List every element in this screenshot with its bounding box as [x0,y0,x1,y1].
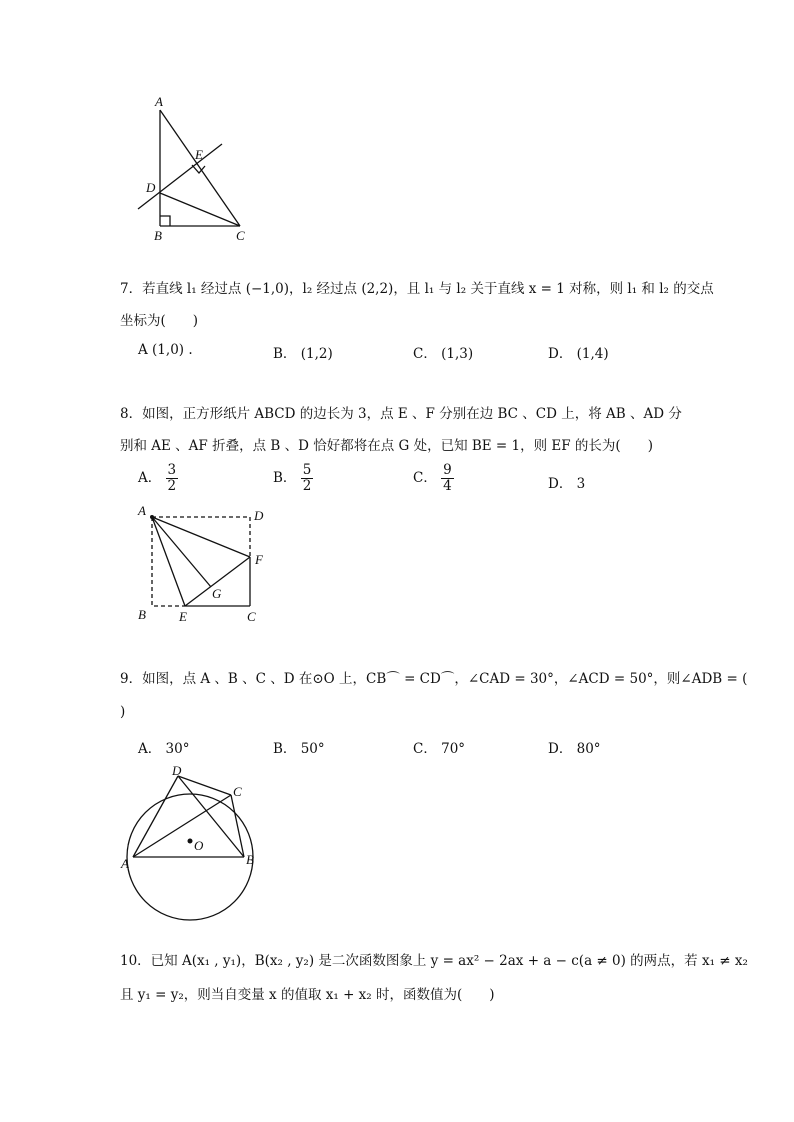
q7-option-a: A (1,0) . [138,342,193,358]
q10-line-1: 10．已知 A(x₁ , y₁)，B(x₂ , y₂) 是二次函数图象上 y = ax² − 2ax + a − c(a ≠ 0) 的两点，若 x₁ ≠ x₂ [120,953,748,969]
q8-option-d-prefix: D． [548,476,573,492]
label-d: D [146,180,156,195]
q8-option-b-num: 5 [302,462,312,478]
q9-option-a: A． 30° [138,741,190,757]
q8-option-c-prefix: C． [413,470,437,486]
q8-option-b [273,463,313,494]
q10-line-2: 且 y₁ = y₂，则当自变量 x 的值取 x₁ + x₂ 时，函数值为( ) [120,987,495,1003]
label-c: C [236,228,245,243]
q8-line-2: 别和 AE 、AF 折叠，点 B 、D 恰好都将在点 G 处，已知 BE = 1，则 EF 的长为( ) [120,438,653,454]
label-a: A [121,856,129,871]
label-b: B [246,852,254,867]
q9-line-1: 9．如图，点 A 、B 、C 、D 在⊙O 上，CB⌒ = CD⌒，∠CAD = 30°，∠ACD = 50°，则∠ADB = ( [120,671,748,687]
circle-figure [0,760,794,930]
q9-option-d: D． 80° [548,741,601,757]
q8-option-a-num: 3 [167,462,177,478]
label-b: B [154,228,162,243]
q7-option-c: C． (1,3) [413,346,474,362]
label-f: F [255,552,263,567]
q7-line-2: 坐标为( ) [120,313,199,329]
q8-option-c [413,463,454,494]
q8-option-b-den: 2 [302,478,312,494]
q7-line-1: 7．若直线 l₁ 经过点 (−1,0)，l₂ 经过点 (2,2)，且 l₁ 与 l₂ 关于直线 x = 1 对称，则 l₁ 和 l₂ 的交点 [120,281,714,297]
label-a: A [138,503,146,518]
q8-option-c-num: 9 [443,462,452,478]
q8-option-a-prefix: A． [138,470,162,486]
q8-option-a [138,463,178,494]
q9-option-c: C． 70° [413,741,466,757]
q8-option-b-fraction [301,463,314,494]
square-fold-figure [0,500,794,630]
label-e: E [195,147,203,162]
label-c: C [233,784,242,799]
label-d: D [254,508,264,523]
q8-line-1: 8．如图，正方形纸片 ABCD 的边长为 3，点 E 、F 分别在边 BC 、CD 上，将 AB 、AD 分 [120,406,682,422]
label-o: O [194,838,204,853]
q7-option-d: D． (1,4) [548,346,609,362]
q8-option-c-fraction [441,463,454,494]
q7-option-b: B． (1,2) [273,346,333,362]
q8-option-d-value: 3 [576,476,586,492]
label-a: A [155,94,163,109]
triangle-figure-top [0,0,794,250]
q9-line-2: ) [120,704,126,720]
label-g: G [212,586,222,601]
label-d: D [172,763,182,778]
q8-option-c-den: 4 [443,478,452,494]
label-b: B [138,607,146,622]
label-e: E [179,609,187,624]
q8-option-a-fraction [166,463,179,494]
q8-option-b-prefix: B． [273,470,297,486]
q8-option-d [548,472,585,492]
q9-option-b: B． 50° [273,741,325,757]
label-c: C [247,609,256,624]
q8-option-a-den: 2 [167,478,177,494]
